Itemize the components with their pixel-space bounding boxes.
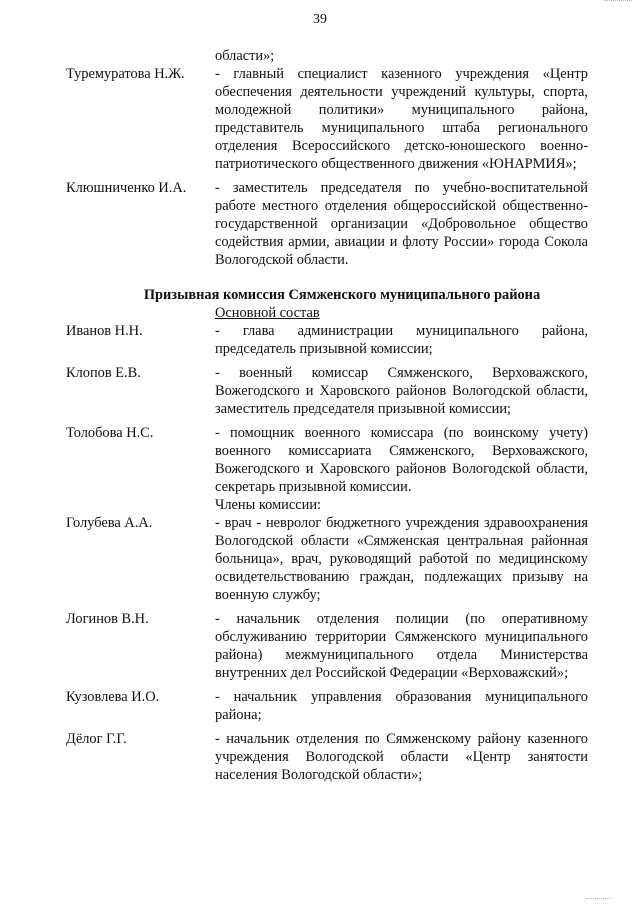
person-role: - военный комиссар Сямженского, Верховажского, Вожегодского и Харовского районов Вологодской области, заместитель председателя призывной комиссии; bbox=[215, 365, 588, 417]
entry-row bbox=[66, 424, 588, 496]
person-role: - главный специалист казенного учреждения «Центр обеспечения деятельности учреждений культуры, спорта, молодежной политики» муниципального района, представитель муниципального штаба регионального отделения Всероссийского детско-юношеского военно-патриотического общественного движения «ЮНАРМИЯ»; bbox=[215, 66, 588, 172]
person-name: Логинов В.Н. bbox=[66, 611, 149, 627]
scan-mark-bottom bbox=[586, 898, 612, 901]
continuation-text: области»; bbox=[215, 48, 275, 64]
entry-row bbox=[66, 364, 588, 418]
entry-row bbox=[66, 514, 588, 604]
commission-title: Призывная комиссия Сямженского муниципального района bbox=[143, 287, 541, 303]
entry-row bbox=[66, 688, 588, 724]
main-composition-label: Основной состав bbox=[215, 305, 320, 321]
document-body bbox=[66, 47, 588, 784]
person-name: Туремуратова Н.Ж. bbox=[66, 66, 185, 82]
entry-row bbox=[66, 322, 588, 358]
person-name: Голубева А.А. bbox=[66, 515, 153, 531]
members-label: Члены комиссии: bbox=[215, 497, 322, 513]
person-role: - начальник отделения полиции (по оперативному обслуживанию территории Сямженского муниципального района) межмуниципального отдела Министерства внутренних дел Российской Федерации «Верховажский»; bbox=[215, 611, 588, 681]
person-name: Кузовлева И.О. bbox=[66, 689, 160, 705]
entry-row bbox=[66, 65, 588, 173]
entry-row bbox=[66, 610, 588, 682]
scan-mark-top bbox=[604, 0, 632, 5]
entry-row bbox=[66, 730, 588, 784]
person-role: - помощник военного комиссара (по воинскому учету) военного комиссариата Сямженского, Верховажского, Вожегодского и Харовского районов Вологодской области, секретарь призывной комиссии. bbox=[215, 425, 588, 495]
person-role: - начальник управления образования муниципального района; bbox=[215, 689, 588, 723]
person-name: Дёлог Г.Г. bbox=[66, 731, 127, 747]
page-number: 39 bbox=[313, 12, 327, 27]
person-role: - заместитель председателя по учебно-воспитательной работе местного отделения общероссийской общественно-государственной организации «Добровольное общество содействия армии, авиации и флоту России» города Сокола Вологодской области. bbox=[215, 180, 588, 268]
person-role: - начальник отделения по Сямженскому району казенного учреждения Вологодской области «Центр занятости населения Вологодской области»; bbox=[215, 731, 588, 783]
person-name: Иванов Н.Н. bbox=[66, 323, 143, 339]
person-role: - врач - невролог бюджетного учреждения здравоохранения Вологодской области «Сямженская центральная районная больница», врач, руководящий работой по медицинскому освидетельствованию граждан, подлежащих призыву на военную службу; bbox=[215, 515, 588, 603]
continuation-row bbox=[66, 47, 588, 65]
person-name: Клопов Е.В. bbox=[66, 365, 141, 381]
person-role: - глава администрации муниципального района, председатель призывной комиссии; bbox=[215, 323, 588, 357]
person-name: Клюшниченко И.А. bbox=[66, 180, 187, 196]
entry-row bbox=[66, 179, 588, 269]
person-name: Толобова Н.С. bbox=[66, 425, 154, 441]
